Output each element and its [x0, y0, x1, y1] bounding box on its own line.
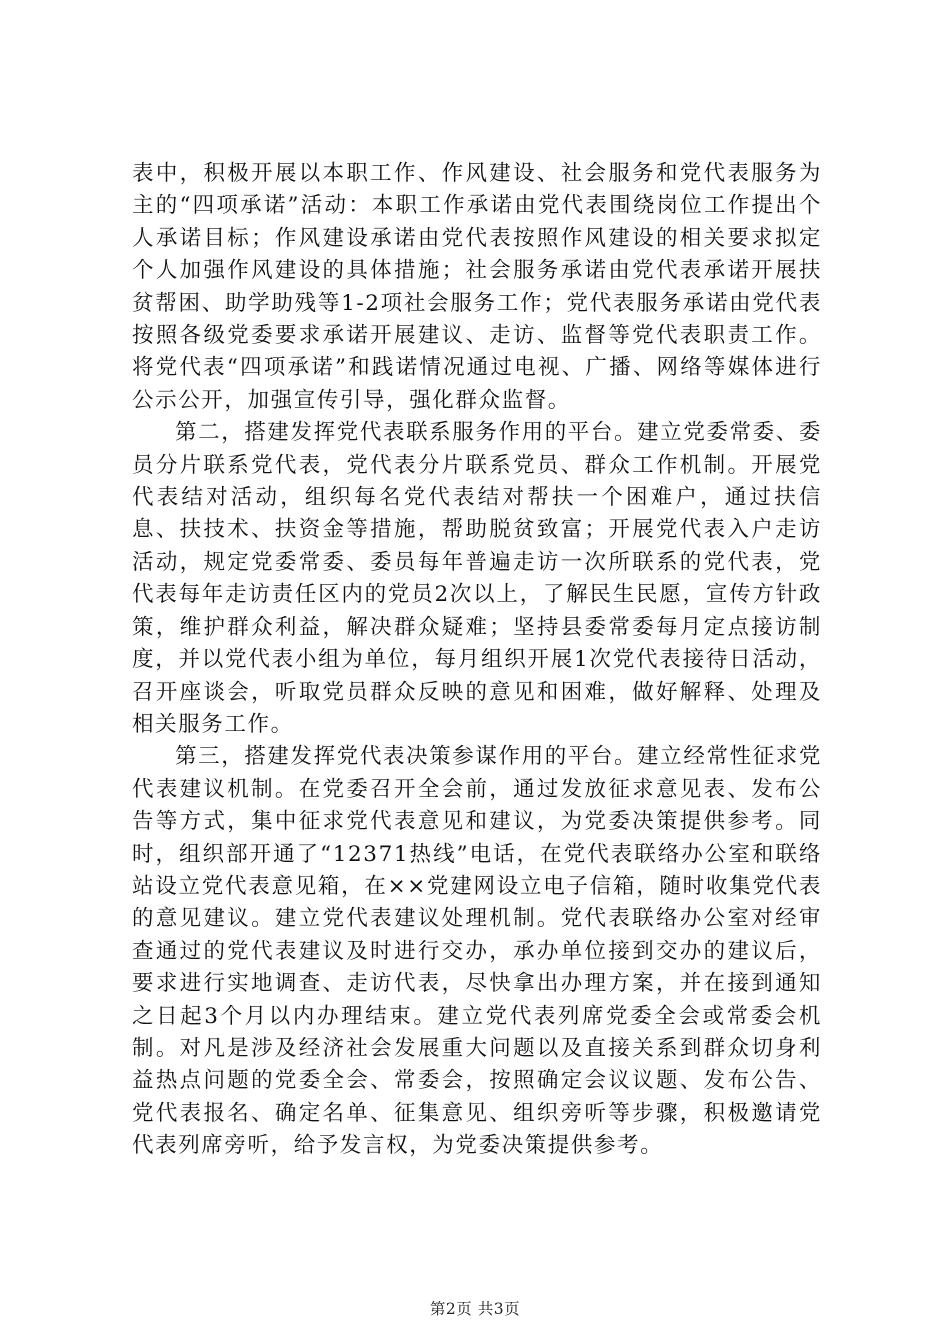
paragraph-continuation: 表中，积极开展以本职工作、作风建设、社会服务和党代表服务为主的“四项承诺”活动：本职工作承诺由党代表围绕岗位工作提出个人承诺目标；作风建设承诺由党代表按照作风建设的相关要求拟定个人加强作风建设的具体措施；社会服务承诺由党代表承诺开展扶贫帮困、助学助残等1-2项社会服务工作；党代表服务承诺由党代表按照各级党委要求承诺开展建议、走访、监督等党代表职责工作。将党代表“四项承诺”和践诺情况通过电视、广播、网络等媒体进行公示公开，加强宣传引导，强化群众监督。	[132, 161, 822, 413]
document-body	[132, 158, 822, 1163]
paragraph-second-platform: 第二，搭建发挥党代表联系服务作用的平台。建立党委常委、委员分片联系党代表，党代表分片联系党员、群众工作机制。开展党代表结对活动，组织每名党代表结对帮扶一个困难户，通过扶信息、扶技术、扶资金等措施，帮助脱贫致富；开展党代表入户走访活动，规定党委常委、委员每年普遍走访一次所联系的党代表，党代表每年走访责任区内的党员2次以上，了解民生民愿，宣传方针政策，维护群众利益，解决群众疑难；坚持县委常委每月定点接访制度，并以党代表小组为单位，每月组织开展1次党代表接待日活动，召开座谈会，听取党员群众反映的意见和困难，做好解释、处理及相关服务工作。	[132, 420, 822, 737]
page-number-footer: 第2页 共3页	[429, 1300, 521, 1318]
paragraph-third-platform: 第三，搭建发挥党代表决策参谋作用的平台。建立经常性征求党代表建议机制。在党委召开全会前，通过发放征求意见表、发布公告等方式，集中征求党代表意见和建议，为党委决策提供参考。同时，组织部开通了“12371热线”电话，在党代表联络办公室和联络站设立党代表意见箱，在××党建网设立电子信箱，随时收集党代表的意见建议。建立党代表建议处理机制。党代表联络办公室对经审查通过的党代表建议及时进行交办，承办单位接到交办的建议后，要求进行实地调查、走访代表，尽快拿出办理方案，并在接到通知之日起3个月以内办理结束。建立党代表列席党委全会或常委会机制。对凡是涉及经济社会发展重大问题以及直接关系到群众切身利益热点问题的党委全会、常委会，按照确定会议议题、发布公告、党代表报名、确定名单、征集意见、组织旁听等步骤，积极邀请党代表列席旁听，给予发言权，为党委决策提供参考。	[132, 744, 822, 1159]
